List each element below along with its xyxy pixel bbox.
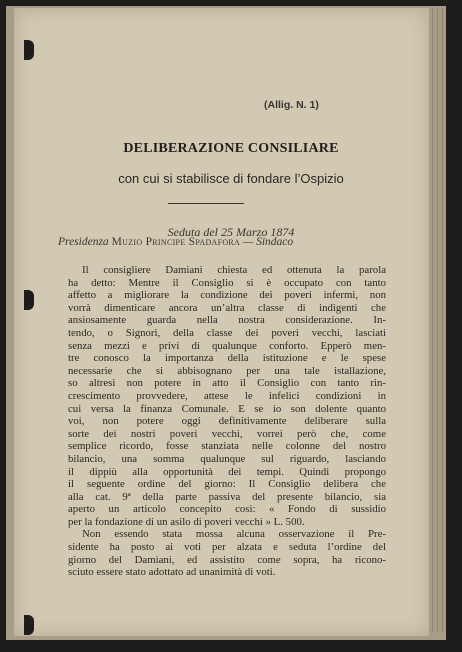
text-line: Il consigliere Damiani chiesta ed ottenuta la parola: [82, 264, 386, 276]
text-line: ha detto: Mentre il Consiglio si è occupato con tanto: [68, 276, 386, 289]
binding-hole: [24, 290, 34, 310]
text-line: il seguente ordine del giorno: Il Consiglio delibera che: [68, 478, 386, 491]
text-line: senza mezzi e privi di qualunque conforto. Epperò men-: [68, 339, 386, 352]
text-line: affetto a migliorare la condizione dei poveri infermi, non: [68, 289, 386, 302]
text-line: cui versa la finanza Comunale. E se io son dolente quanto: [68, 402, 386, 415]
text-line: ansiosamente guarda nella nostra considerazione. In-: [68, 314, 386, 327]
page-edge: [442, 8, 443, 632]
text-line: per la fondazione di un asilo di poveri vecchi » L. 500.: [68, 515, 305, 528]
presidency-name: Muzio Principe Spadafora: [111, 236, 241, 248]
text-line: sorte dei nostri poveri vecchi, vorrei però che, come: [68, 427, 386, 440]
text-line: bilancio, una somma qualunque sul riguardo, lasciando: [68, 452, 386, 465]
text-line: tre conosco la importanza della istituzione e le spese: [68, 352, 386, 365]
title-divider: [168, 203, 244, 204]
text-line: semplice ricordo, fosse stanziata nelle colonne del nostro: [68, 440, 386, 453]
text-line: sciuto essere stato adottato ad unanimità di voti.: [68, 566, 276, 579]
text-line: necessarie che si abbisognano per una tale istallazione,: [68, 364, 386, 377]
deliberation-text: [68, 264, 386, 579]
text-line: sidente ha posto ai voti per alzata e seduta l’ordine del: [68, 541, 386, 554]
document-title: DELIBERAZIONE CONSILIARE: [123, 141, 339, 156]
text-line: il dippiù alla opportunità dei tempi. Quindi propongo: [68, 465, 386, 478]
page-edge: [432, 8, 433, 632]
document-subtitle: con cui si stabilisce di fondare l’Ospizio: [118, 171, 344, 186]
page-edge: [437, 8, 438, 632]
text-line: aperto un articolo concepito così: « Fondo di sussidio: [68, 503, 386, 516]
binding-hole: [24, 615, 34, 635]
text-line: voi, non potere oggi definitivamente deliberare sulla: [68, 415, 386, 428]
presidency-prefix: Presidenza: [58, 236, 109, 248]
text-line: giorno del Damiani, ed assistito come sopra, ha ricono-: [68, 553, 386, 566]
text-line: vorrà dimenticare ancora un’altra classe di indigenti che: [68, 301, 386, 314]
binding-hole: [24, 40, 34, 60]
text-line: tendo, o Signori, della classe dei poveri vecchi, lasciati: [68, 326, 386, 339]
session-date: Seduta del 25 Marzo 1874: [167, 225, 295, 239]
text-line: Non essendo stata mossa alcuna osservazione il Pre-: [82, 528, 386, 541]
text-line: crescimento provvedere, attese le infelici condizioni in: [68, 389, 386, 402]
presidency-suffix: — Sindaco: [243, 236, 294, 248]
text-line: so altresì non potere in atto il Consiglio con tanto rin-: [68, 377, 386, 390]
presidency-line: [58, 236, 293, 248]
text-line: alla cat. 9ª della parte passiva del presente bilancio, sia: [68, 490, 386, 503]
attachment-label: (Allig. N. 1): [264, 99, 319, 111]
